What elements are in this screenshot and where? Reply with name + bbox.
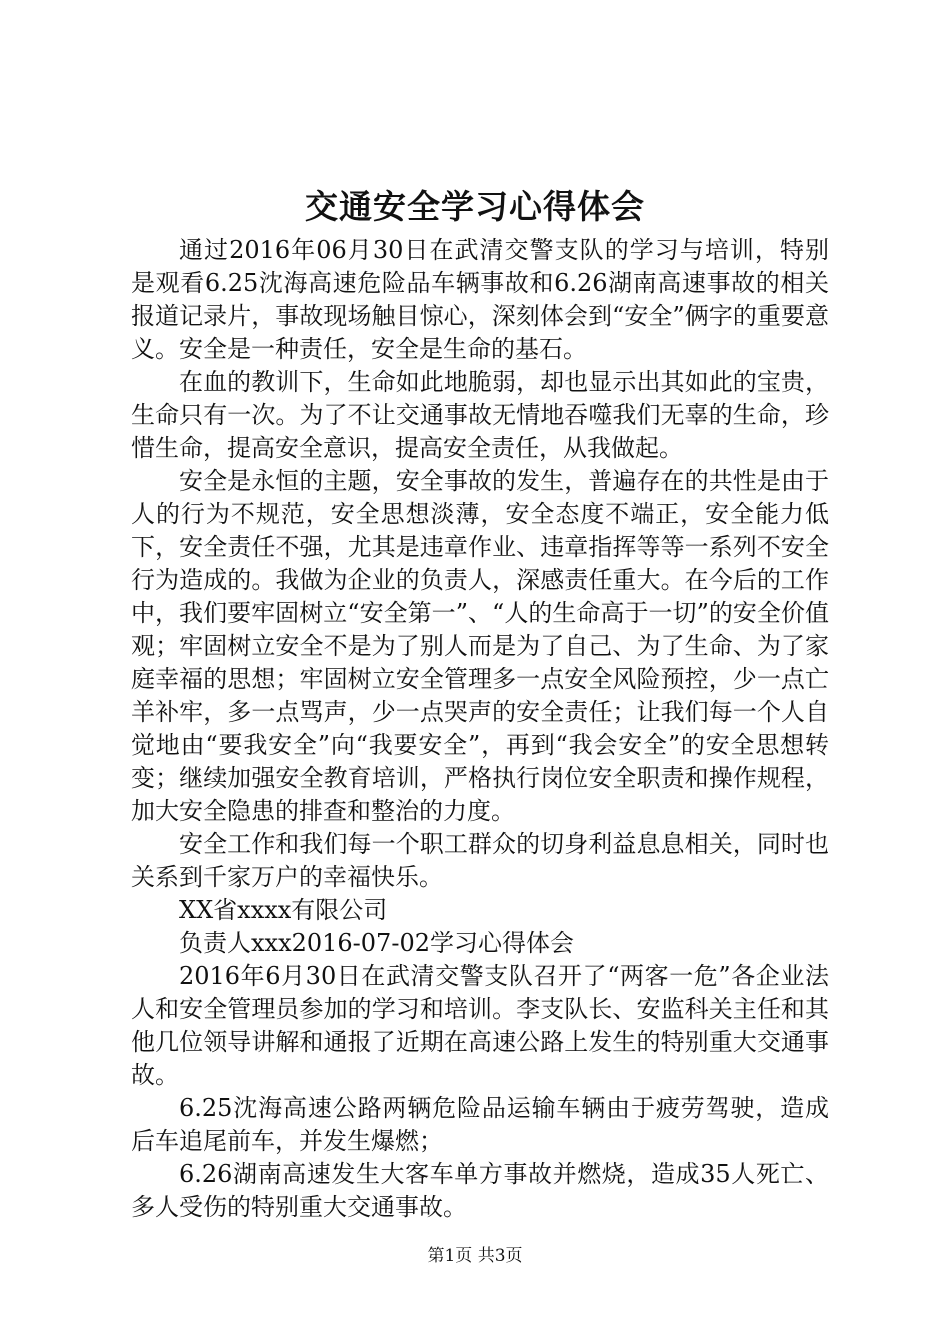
paragraph: 6.25沈海高速公路两辆危险品运输车辆由于疲劳驾驶，造成后车追尾前车，并发生爆燃； [131, 1094, 829, 1155]
paragraph: 通过2016年06月30日在武清交警支队的学习与培训，特别是观看6.25沈海高速危险品车辆事故和6.26湖南高速事故的相关报道记录片，事故现场触目惊心，深刻体会到“安全”俩字的重要意义。安全是一种责任，安全是生命的基石。 [131, 236, 829, 363]
document-body [131, 234, 829, 1224]
page-number-footer: 第1页 共3页 [427, 1246, 523, 1266]
company-line: XX省xxxx有限公司 [179, 896, 388, 924]
paragraph: 6.26湖南高速发生大客车单方事故并燃烧，造成35人死亡、多人受伤的特别重大交通事故。 [131, 1160, 829, 1221]
signatory-line: 负责人xxx2016-07-02学习心得体会 [179, 929, 574, 957]
paragraph: 安全工作和我们每一个职工群众的切身利益息息相关，同时也关系到千家万户的幸福快乐。 [131, 830, 829, 891]
paragraph: 2016年6月30日在武清交警支队召开了“两客一危”各企业法人和安全管理员参加的学习和培训。李支队长、安监科关主任和其他几位领导讲解和通报了近期在高速公路上发生的特别重大交通事故。 [131, 962, 829, 1089]
paragraph: 在血的教训下，生命如此地脆弱，却也显示出其如此的宝贵，生命只有一次。为了不让交通事故无情地吞噬我们无辜的生命，珍惜生命，提高安全意识，提高安全责任，从我做起。 [131, 368, 829, 462]
paragraph: 安全是永恒的主题，安全事故的发生，普遍存在的共性是由于人的行为不规范，安全思想淡薄，安全态度不端正，安全能力低下，安全责任不强，尤其是违章作业、违章指挥等等一系列不安全行为造成的。我做为企业的负责人，深感责任重大。在今后的工作中，我们要牢固树立“安全第一”、“人的生命高于一切”的安全价值观；牢固树立安全不是为了别人而是为了自己、为了生命、为了家庭幸福的思想；牢固树立安全管理多一点安全风险预控，少一点亡羊补牢，多一点骂声，少一点哭声的安全责任；让我们每一个人自觉地由“要我安全”向“我要安全”，再到“我会安全”的安全思想转变；继续加强安全教育培训，严格执行岗位安全职责和操作规程，加大安全隐患的排查和整治的力度。 [131, 467, 829, 825]
document-title: 交通安全学习心得体会 [305, 187, 645, 226]
